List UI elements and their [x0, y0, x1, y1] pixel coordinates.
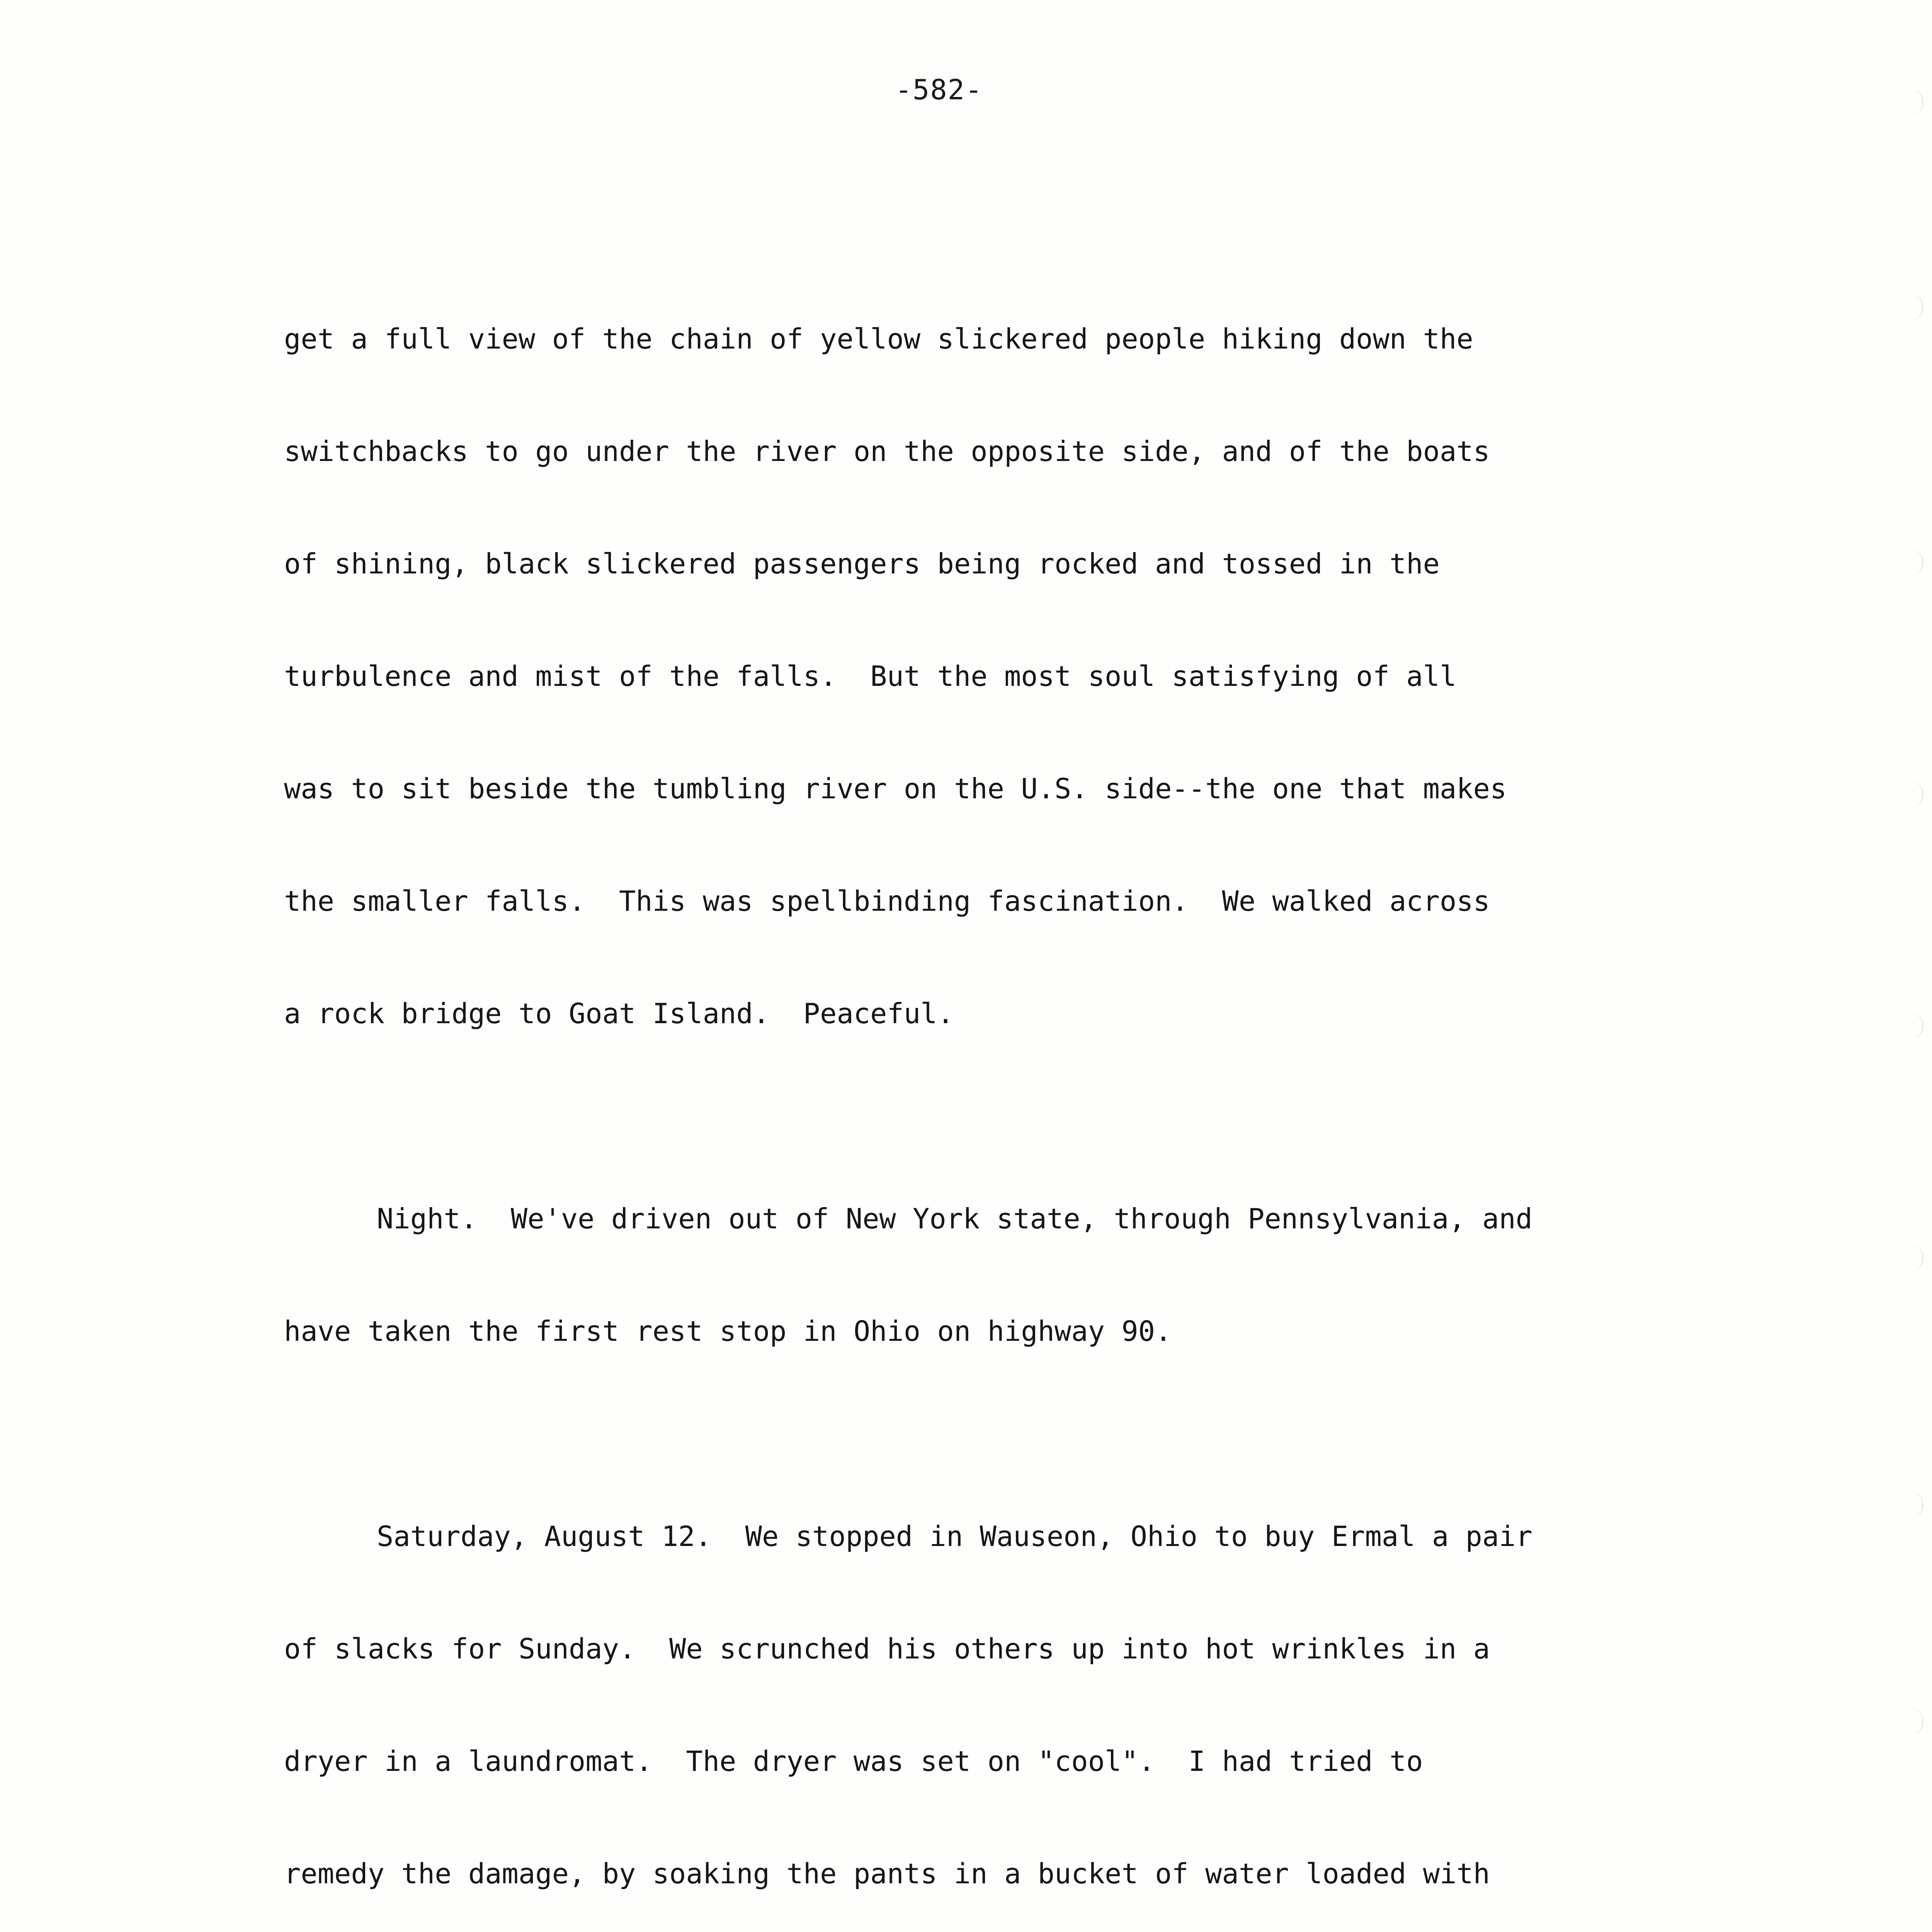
binder-hole-mark: [1899, 549, 1923, 576]
binder-hole-mark: [1899, 1012, 1923, 1039]
text-line: dryer in a laundromat. The dryer was set on "cool". I had tried to: [284, 1745, 1423, 1777]
paragraph-niagara-falls: [284, 245, 1752, 1107]
text-line: turbulence and mist of the falls. But the most soul satisfying of all: [284, 660, 1457, 692]
binder-hole-mark: [1899, 1492, 1923, 1519]
binder-hole-mark: [1899, 1244, 1923, 1271]
text-line: the smaller falls. This was spellbinding fascination. We walked across: [284, 885, 1490, 917]
text-line: of shining, black slickered passengers being rocked and tossed in the: [284, 548, 1440, 580]
document-body: [284, 245, 1752, 1932]
text-line: of slacks for Sunday. We scrunched his others up into hot wrinkles in a: [284, 1633, 1490, 1665]
text-line: was to sit beside the tumbling river on the U.S. side--the one that makes: [284, 772, 1507, 805]
paragraph-august-12: [284, 1443, 1752, 1932]
page-number: -582-: [895, 73, 983, 106]
text-line: Night. We've driven out of New York state, through Pennsylvania, and: [377, 1202, 1532, 1235]
text-line: Saturday, August 12. We stopped in Wauseon, Ohio to buy Ermal a pair: [377, 1520, 1532, 1553]
binder-hole-mark: [1899, 1708, 1923, 1735]
binder-hole-mark: [1899, 89, 1923, 116]
binder-hole-mark: [1899, 294, 1923, 321]
paragraph-night: [284, 1125, 1752, 1425]
text-line: switchbacks to go under the river on the opposite side, and of the boats: [284, 435, 1490, 468]
binder-hole-mark: [1899, 781, 1923, 808]
text-line: remedy the damage, by soaking the pants in a bucket of water loaded with: [284, 1857, 1490, 1890]
text-line: have taken the first rest stop in Ohio on highway 90.: [284, 1315, 1172, 1347]
text-line: get a full view of the chain of yellow slickered people hiking down the: [284, 323, 1473, 355]
text-line: a rock bridge to Goat Island. Peaceful.: [284, 997, 954, 1030]
